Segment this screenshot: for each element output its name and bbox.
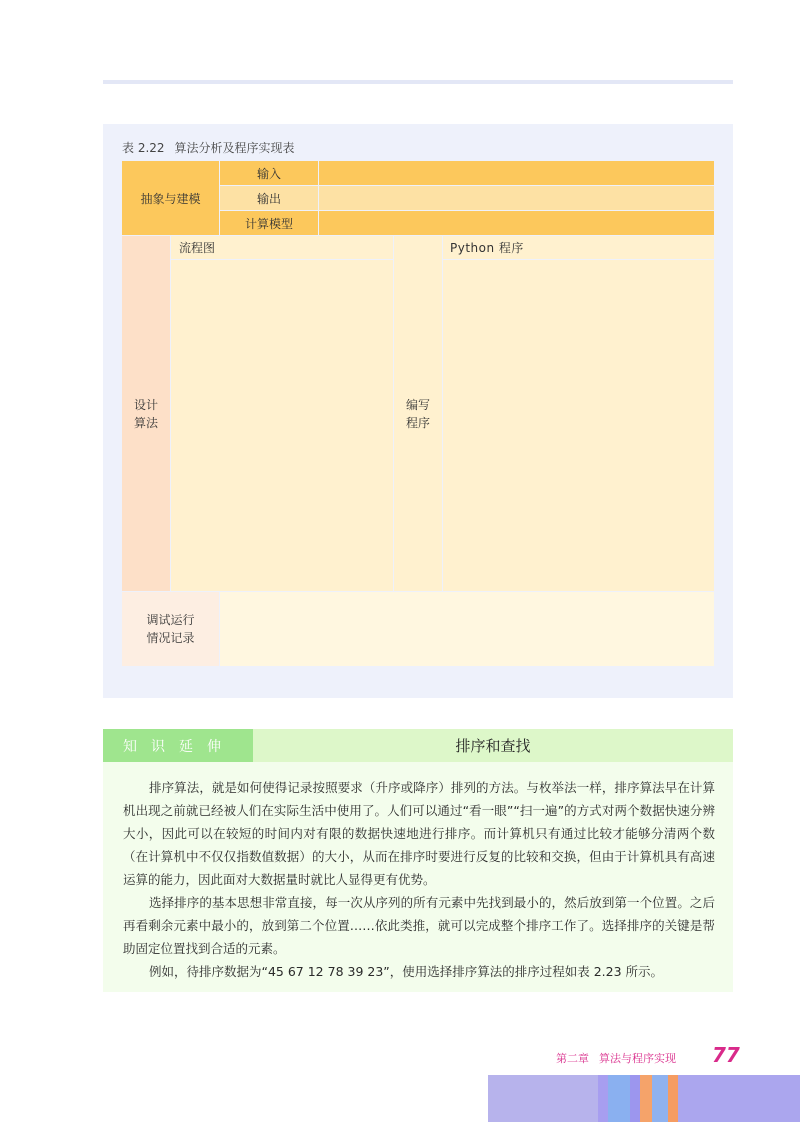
flowchart-area[interactable] <box>171 260 393 591</box>
knowledge-paragraph-3: 例如，待排序数据为“45 67 12 78 39 23”，使用选择排序算法的排序过程如表 2.23 所示。 <box>149 964 664 979</box>
debug-label-line1: 调试运行 <box>146 613 195 627</box>
knowledge-body <box>103 762 733 992</box>
python-header: Python 程序 <box>443 236 714 259</box>
footer-chapter-label <box>556 1050 676 1066</box>
output-row-label: 输出 <box>220 186 318 210</box>
write-program-label <box>394 236 442 591</box>
knowledge-paragraph-2: 选择排序的基本思想非常直接，每一次从序列的所有元素中先找到最小的，然后放到第一个位置。之后再看剩余元素中最小的，放到第二个位置……依此类推，就可以完成整个排序工作了。选择排序的关键是帮助固定位置找到合适的元素。 <box>123 895 715 956</box>
footer-bar <box>652 1075 668 1122</box>
table-caption <box>122 139 295 156</box>
footer-bar <box>488 1075 598 1122</box>
footer-part: 算法与程序实现 <box>599 1052 676 1065</box>
footer-bar <box>608 1075 630 1122</box>
page-number: 77 <box>712 1043 740 1067</box>
model-row-label: 计算模型 <box>220 211 318 235</box>
knowledge-tag: 知识延伸 <box>103 729 253 762</box>
footer-chapter: 第二章 <box>556 1052 589 1065</box>
algorithm-table-panel <box>103 124 733 698</box>
knowledge-title: 排序和查找 <box>455 737 531 755</box>
table-number: 表 2.22 <box>122 141 165 155</box>
footer-bar <box>640 1075 652 1122</box>
input-row-label: 输入 <box>220 161 318 185</box>
debug-record-label <box>122 592 219 666</box>
footer-bar <box>678 1075 800 1122</box>
code-label-line2: 程序 <box>405 415 430 430</box>
design-label-line2: 算法 <box>133 415 158 430</box>
output-row-value[interactable] <box>319 186 714 210</box>
modeling-section-label: 抽象与建模 <box>122 161 219 235</box>
code-label-line1: 编写 <box>405 397 430 412</box>
design-algorithm-label <box>122 236 170 591</box>
footer-bar <box>598 1075 608 1122</box>
knowledge-extension-header <box>103 729 733 762</box>
design-label-line1: 设计 <box>133 397 158 412</box>
flowchart-header: 流程图 <box>171 236 393 259</box>
top-rule <box>103 80 733 84</box>
python-code-area[interactable] <box>443 260 714 591</box>
footer-bar <box>668 1075 678 1122</box>
model-row-value[interactable] <box>319 211 714 235</box>
debug-label-line2: 情况记录 <box>146 631 195 645</box>
table-title: 算法分析及程序实现表 <box>174 141 295 155</box>
input-row-value[interactable] <box>319 161 714 185</box>
footer-bar <box>630 1075 640 1122</box>
debug-record-area[interactable] <box>220 592 714 666</box>
knowledge-paragraph-1: 排序算法，就是如何使得记录按照要求（升序或降序）排列的方法。与枚举法一样，排序算法早在计算机出现之前就已经被人们在实际生活中使用了。人们可以通过“看一眼”“扫一遍”的方式对两个数据快速分辨大小，因此可以在较短的时间内对有限的数据快速地进行排序。而计算机只有通过比较才能够分清两个数（在计算机中不仅仅指数值数据）的大小，从而在排序时要进行反复的比较和交换，但由于计算机具有高速运算的能力，因此面对大数据量时就比人显得更有优势。 <box>123 780 715 887</box>
